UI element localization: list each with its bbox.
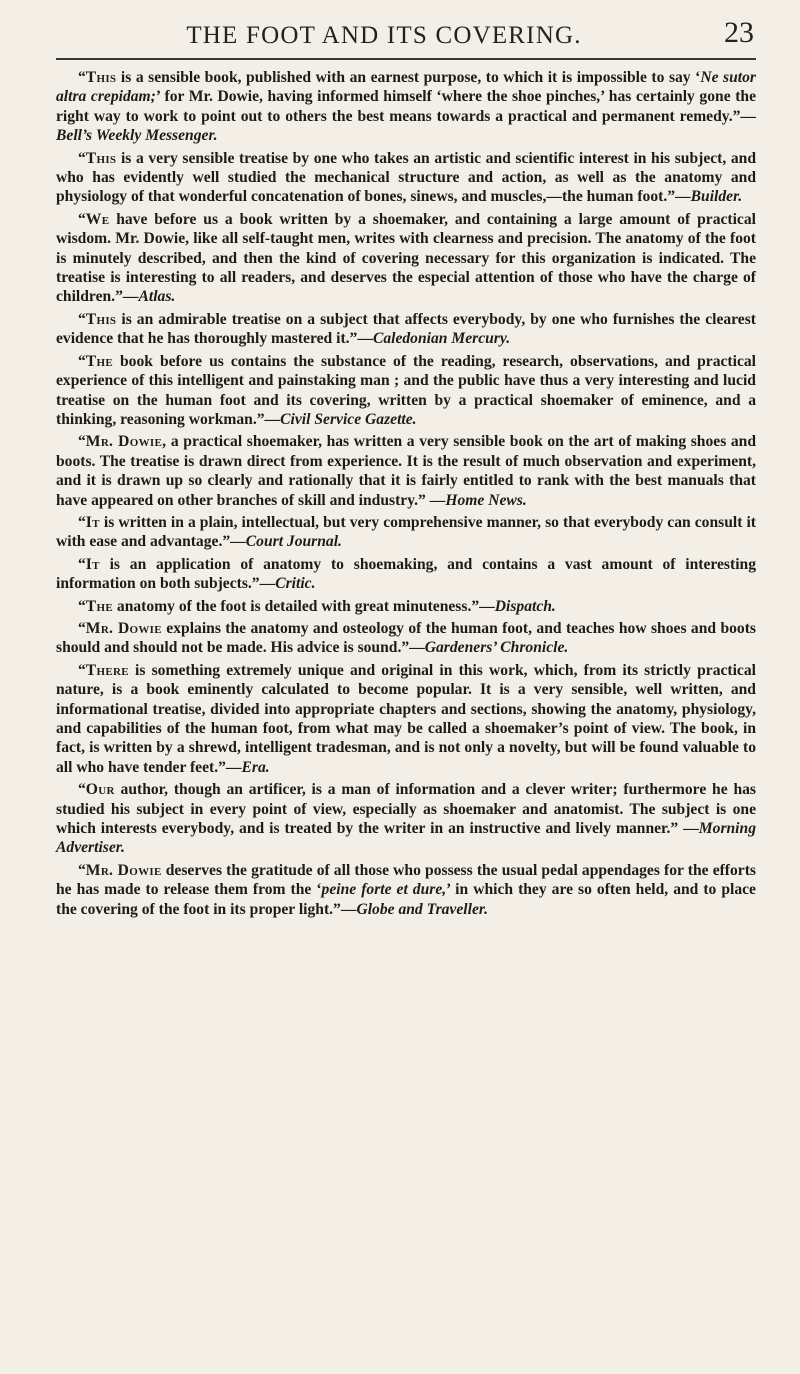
review-text-continued: ’ in which they are so often held, and to place the covering of the foot in its proper light.”— — [56, 881, 756, 918]
review-source: Morning Advertiser. — [56, 820, 756, 857]
review-source: Home News. — [445, 491, 527, 509]
review-source: Globe and Traveller. — [356, 900, 488, 918]
review-text: have before us a book written by a shoemaker, and containing a large amount of practical wisdom. Mr. Dowie, like all self-taught men, writes with clearness and precision. The anatomy of the foot is minutely described, and then the kind of covering necessary for this organization is indicated. The treatise is interesting to all readers, and deserves the especial attention of those who have the charge of children.”— — [56, 210, 756, 306]
review-lead: The — [85, 597, 113, 615]
review-list — [56, 68, 756, 919]
review-text: is a very sensible treatise by one who takes an artistic and scientific interest in his subject, and who has evidently well studied the mechanical structure and action, as well as the anatomy and physiology of that wonderful concatenation of bones, sinews, and muscles,—the human foot.”— — [56, 149, 756, 206]
review-text: a practical shoemaker, has written a very sensible book on the art of making shoes and boots. The treatise is drawn direct from experience. It is the result of much observation and experiment, and it is drawn up so clearly and rationally that it is fairly entitled to rank with the best manuals that have appeared on other branches of skill and industry.” — — [56, 433, 756, 509]
review-court-journal: “It is written in a plain, intellectual, but very comprehensive manner, so that everybody can consult it with ease and advantage.”—Court Journal. — [56, 513, 756, 551]
review-atlas: “We have before us a book written by a shoemaker, and containing a large amount of practical wisdom. Mr. Dowie, like all self-taught men, writes with clearness and precision. The anatomy of the foot is minutely described, and then the kind of covering necessary for this organization is indicated. The treatise is interesting to all readers, and deserves the especial attention of those who have the charge of children.”—Atlas. — [56, 210, 756, 306]
review-source: Critic. — [275, 575, 316, 593]
header-rule — [56, 58, 756, 60]
review-source: Dispatch. — [494, 597, 556, 615]
review-home-news: “Mr. Dowie, a practical shoemaker, has written a very sensible book on the art of making shoes and boots. The treatise is drawn direct from experience. It is the result of much observation and experiment, and it is drawn up so clearly and rationally that it is fairly entitled to rank with the best manuals that have appeared on other branches of skill and industry.” —Home News. — [56, 433, 756, 509]
review-critic: “It is an application of anatomy to shoemaking, and contains a vast amount of interesting information on both subjects.”—Critic. — [56, 555, 756, 593]
french-phrase: peine forte et dure, — [321, 881, 447, 899]
review-source: Caledonian Mercury. — [372, 330, 511, 348]
latin-quote: Ne sutor altra crepidam; — [56, 69, 756, 106]
review-civil-service-gazette: “The book before us contains the substance of the reading, research, observations, and practical experience of this intelligent and painstaking man ; and the public have thus a very interesting and lucid treatise on the human foot and its covering, written by a practical shoemaker of eminence, and a thinking, reasoning workman.”—Civil Service Gazette. — [56, 352, 756, 428]
review-morning-advertiser: “Our author, though an artificer, is a man of information and a clever writer; furthermore he has studied his subject in every point of view, especially as shoemaker and anatomist. The subject is one which interests everybody, and is treated by the writer in an instructive and lively manner.” —Morning Advertiser. — [56, 781, 756, 857]
review-text: book before us contains the substance of the reading, research, observations, and practical experience of this intelligent and painstaking man ; and the public have thus a very interesting and lucid treatise on the human foot and its covering, written by a practical shoemaker of eminence, and a thinking, reasoning workman.”— — [56, 352, 756, 428]
review-source: Gardeners’ Chronicle. — [424, 639, 569, 657]
review-lead: It — [85, 513, 100, 531]
review-source: Atlas. — [138, 288, 176, 306]
review-source: Era. — [241, 758, 270, 776]
review-lead: Mr. Dowie — [85, 861, 162, 879]
review-text: is an application of anatomy to shoemaking, and contains a vast amount of interesting information on both subjects.”— — [56, 555, 756, 593]
review-caledonian-mercury: “This is an admirable treatise on a subject that affects everybody, by one who furnishes the clearest evidence that he has thoroughly mastered it.”—Caledonian Mercury. — [56, 310, 756, 348]
review-era: “There is something extremely unique and original in this work, which, from its strictly practical nature, is a book eminently calculated to become popular. It is a very sensible, well written, and informational treatise, divided into appropriate chapters and sections, showing the anatomy, physiology, and capabilities of the human foot, from what may be called a shoemaker’s point of view. The book, in fact, is written by a shrewd, intelligent tradesman, and is not only a novelty, but will be found valuable to all who have tender feet.”—Era. — [56, 661, 756, 776]
review-lead: Our — [85, 781, 115, 799]
review-lead: We — [85, 210, 110, 228]
review-lead: This — [85, 149, 117, 167]
review-globe-and-traveller: “Mr. Dowie deserves the gratitude of all those who possess the usual pedal appendages for the efforts he has made to release them from the ‘peine forte et dure,’ in which they are so often held, and to place the covering of the foot in its proper light.”—Globe and Traveller. — [56, 861, 756, 918]
review-source: Builder. — [690, 188, 743, 206]
review-lead: It — [85, 555, 100, 573]
review-lead: This — [85, 310, 117, 328]
page-number: 23 — [724, 16, 754, 49]
review-text: is an admirable treatise on a subject that affects everybody, by one who furnishes the clearest evidence that he has thoroughly mastered it.”— — [56, 310, 756, 348]
review-gardeners-chronicle: “Mr. Dowie explains the anatomy and osteology of the human foot, and teaches how shoes and boots should and should not be made. His advice is sound.”—Gardeners’ Chronicle. — [56, 619, 756, 657]
review-lead: There — [85, 661, 129, 679]
review-text: author, though an artificer, is a man of information and a clever writer; furthermore he has studied his subject in every point of view, especially as shoemaker and anatomist. The subject is one which interests everybody, and is treated by the writer in an instructive and lively manner.” — — [56, 781, 756, 838]
review-lead: Mr. Dowie, — [85, 433, 167, 451]
review-text: is a sensible book, published with an earnest purpose, to which it is impossible to say ‘ — [116, 69, 701, 86]
review-text: is something extremely unique and original in this work, which, from its strictly practical nature, is a book eminently calculated to become popular. It is a very sensible, well written, and informational treatise, divided into appropriate chapters and sections, showing the anatomy, physiology, and capabilities of the human foot, from what may be called a shoemaker’s point of view. The book, in fact, is written by a shrewd, intelligent tradesman, and is not only a novelty, but will be found valuable to all who have tender feet.”— — [56, 661, 756, 776]
review-lead: Mr. Dowie — [85, 619, 162, 637]
review-lead: This — [85, 69, 117, 86]
review-text-continued: ’ for Mr. Dowie, having informed himself ‘where the shoe pinches,’ has certainly gone the right way to work to point out to others the best means towards a practical and permanent remedy.”— — [56, 88, 756, 125]
review-text: deserves the gratitude of all those who possess the usual pedal appendages for the efforts he has made to release them from the ‘ — [56, 861, 756, 899]
review-source: Bell’s Weekly Messenger. — [56, 127, 218, 145]
review-builder: “This is a very sensible treatise by one who takes an artistic and scientific interest in his subject, and who has evidently well studied the mechanical structure and action, as well as the anatomy and physiology of that wonderful concatenation of bones, sinews, and muscles,—the human foot.”—Builder. — [56, 149, 756, 206]
review-bells-weekly-messenger: “This is a sensible book, published with an earnest purpose, to which it is impossible to say ‘Ne sutor altra crepidam;’ for Mr. Dowie, having informed himself ‘where the shoe pinches,’ has certainly gone the right way to work to point out to others the best means towards a practical and permanent remedy.”—Bell’s Weekly Messenger. — [56, 69, 756, 145]
review-text: anatomy of the foot is detailed with great minuteness.”— — [113, 597, 495, 615]
review-text: explains the anatomy and osteology of the human foot, and teaches how shoes and boots should and should not be made. His advice is sound.”— — [56, 619, 756, 657]
review-text: is written in a plain, intellectual, but very comprehensive manner, so that everybody can consult it with ease and advantage.”— — [56, 513, 756, 551]
review-lead: The — [85, 352, 113, 370]
review-source: Court Journal. — [245, 533, 342, 551]
running-title: THE FOOT AND ITS COVERING. — [186, 22, 582, 49]
running-head — [56, 0, 756, 56]
review-dispatch: “The anatomy of the foot is detailed with great minuteness.”—Dispatch. — [78, 597, 556, 615]
review-source: Civil Service Gazette. — [280, 410, 417, 428]
